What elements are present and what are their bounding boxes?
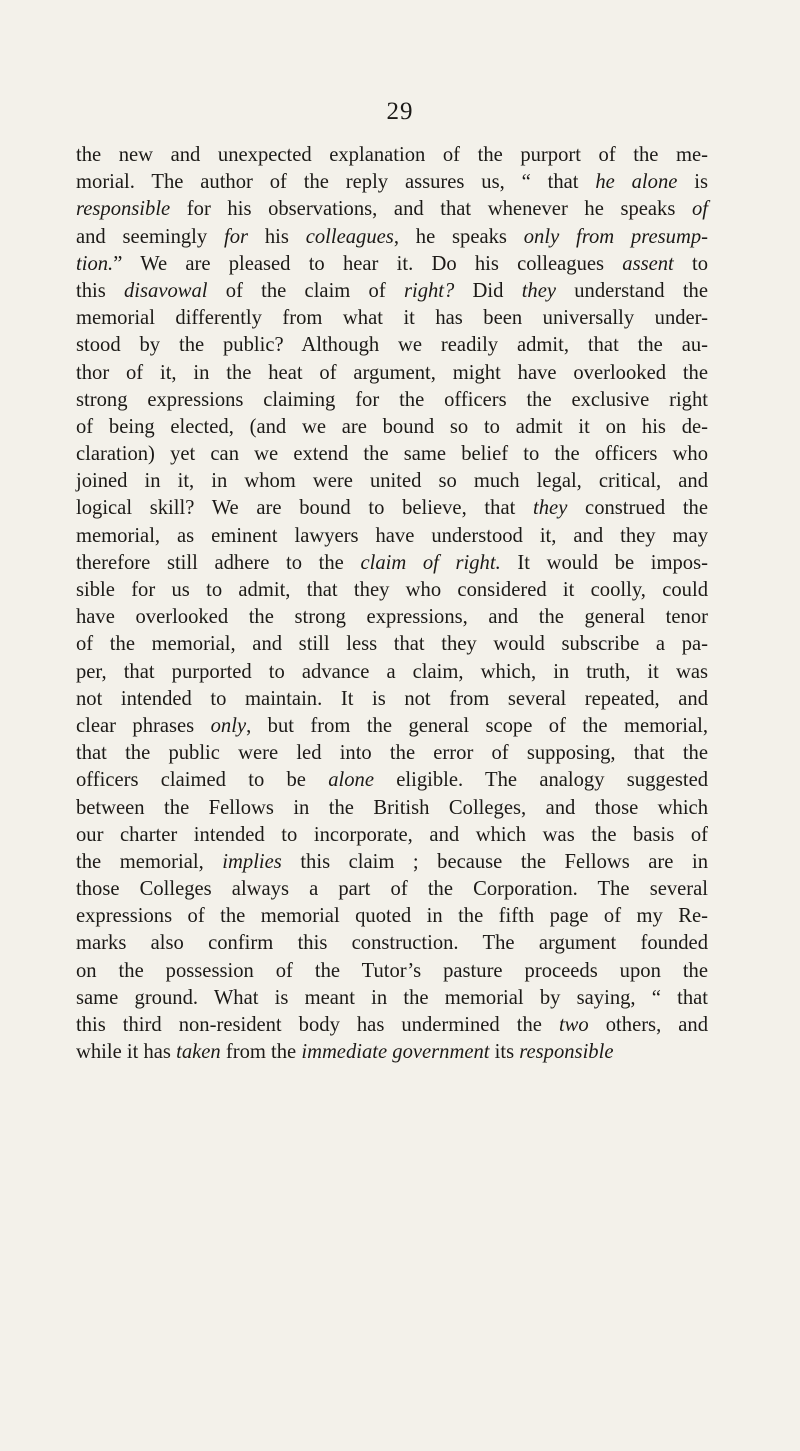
- text-run: its: [489, 1041, 520, 1064]
- text-run: sible for us to admit, that they who considered it coolly, could: [76, 579, 708, 601]
- text-run: to: [673, 252, 709, 275]
- text-run: thor of it, in the heat of argument, might have overlooked the: [76, 361, 708, 384]
- text-line: [76, 604, 708, 631]
- page-number: 29: [386, 98, 414, 125]
- text-line: [76, 495, 708, 522]
- italic-text-run: only: [210, 714, 247, 737]
- text-run: joined in it, in whom were united so much legal, critical, and: [76, 470, 708, 493]
- text-run: on the possession of the Tutor’s pasture proceeds upon the: [76, 959, 708, 982]
- text-line: [76, 659, 708, 686]
- text-run: logical skill? We are bound to believe, that: [76, 497, 534, 520]
- italic-text-run: taken: [176, 1041, 221, 1064]
- text-run: from the: [220, 1041, 302, 1064]
- text-line: [76, 985, 708, 1012]
- italic-text-run: two: [558, 1014, 589, 1036]
- text-line: [76, 278, 708, 305]
- text-line: [76, 550, 708, 577]
- text-run: those Colleges always a part of the Corporation. The several: [76, 878, 708, 901]
- text-run: understand the: [556, 279, 708, 302]
- text-run: same ground. What is meant in the memorial by saying, “ that: [76, 986, 708, 1009]
- italic-text-run: immediate government: [301, 1041, 490, 1064]
- text-run: not intended to maintain. It is not from several repeated, and: [76, 687, 708, 710]
- text-run: claration) yet can we extend the same belief to the officers who: [76, 443, 708, 466]
- text-run: eligible. The analogy suggested: [373, 769, 709, 792]
- text-run: have overlooked the strong expressions, and the general tenor: [76, 606, 708, 629]
- text-run: the new and unexpected explanation of the purport of the me-: [76, 144, 708, 166]
- text-line: [76, 713, 708, 740]
- text-line: [76, 251, 708, 278]
- text-run: this claim ; because the Fellows are in: [281, 850, 708, 873]
- text-run: strong expressions claiming for the officers the exclusive right: [76, 388, 708, 411]
- text-line: [76, 849, 708, 876]
- text-line: [76, 142, 708, 169]
- text-run: therefore still adhere to the: [76, 551, 361, 574]
- text-run: of the memorial, and still less that they would subscribe a pa-: [76, 633, 708, 656]
- italic-text-run: only from presump-: [523, 225, 708, 248]
- text-run: while it has: [76, 1041, 177, 1064]
- italic-text-run: tion.: [76, 252, 114, 275]
- italic-text-run: responsible: [519, 1041, 614, 1064]
- text-run: memorial differently from what it has been universally under-: [76, 307, 708, 330]
- text-run: , he speaks: [393, 225, 524, 248]
- text-run: for his observations, and that whenever he speaks: [170, 198, 692, 221]
- text-line: [76, 876, 708, 903]
- italic-text-run: claim of right.: [360, 551, 501, 574]
- italic-text-run: alone: [328, 769, 374, 792]
- text-line: [76, 631, 708, 658]
- text-run: clear phrases: [76, 714, 211, 737]
- text-line: [76, 224, 708, 251]
- text-line: [76, 414, 708, 441]
- text-line: [76, 930, 708, 957]
- text-run: marks also confirm this construction. The argument founded: [76, 932, 708, 955]
- text-run: Did: [454, 279, 522, 302]
- text-run: our charter intended to incorporate, and which was the basis of: [76, 823, 708, 846]
- text-line: [76, 767, 708, 794]
- italic-text-run: disavowal: [124, 279, 208, 302]
- text-line: [76, 305, 708, 332]
- text-run: It would be impos-: [500, 551, 708, 574]
- italic-text-run: he alone: [595, 171, 678, 194]
- text-line: [76, 903, 708, 930]
- italic-text-run: for: [224, 225, 249, 248]
- text-run: stood by the public? Although we readily admit, that the au-: [76, 334, 708, 357]
- text-line: [76, 169, 708, 196]
- text-line: [76, 387, 708, 414]
- text-run: memorial, as eminent lawyers have understood it, and they may: [76, 524, 708, 547]
- text-line: [76, 332, 708, 359]
- italic-text-run: assent: [622, 252, 674, 275]
- text-run: his: [248, 225, 306, 248]
- text-run: construed the: [567, 497, 708, 520]
- text-run: of being elected, (and we are bound so to admit it on his de-: [76, 415, 708, 438]
- text-run: , but from the general scope of the memorial,: [246, 714, 709, 737]
- text-run: expressions of the memorial quoted in the fifth page of my Re-: [76, 905, 708, 928]
- text-line: [76, 441, 708, 468]
- text-run: the memorial,: [76, 850, 223, 873]
- text-run: ” We are pleased to hear it. Do his colleagues: [113, 252, 623, 275]
- text-line: [76, 1012, 708, 1039]
- text-line: [76, 958, 708, 985]
- text-line: [76, 577, 708, 604]
- text-run: per, that purported to advance a claim, which, in truth, it was: [76, 660, 708, 683]
- text-line: [76, 360, 708, 387]
- text-run: morial. The author of the reply assures us, “ that: [76, 171, 596, 194]
- text-run: others, and: [588, 1014, 708, 1036]
- text-line: [76, 686, 708, 713]
- text-run: and seemingly: [76, 225, 225, 248]
- italic-text-run: responsible: [76, 198, 171, 221]
- italic-text-run: of: [691, 198, 708, 221]
- italic-text-run: right?: [403, 279, 455, 302]
- italic-text-run: they: [521, 279, 556, 302]
- text-line: [76, 468, 708, 495]
- text-line: [76, 822, 708, 849]
- text-line: [76, 523, 708, 550]
- text-run: of the claim of: [207, 279, 404, 302]
- text-run: this third non-resident body has undermined the: [76, 1014, 559, 1036]
- italic-text-run: they: [533, 497, 568, 520]
- body-text: [76, 142, 708, 1066]
- text-run: between the Fellows in the British Colleges, and those which: [76, 796, 708, 819]
- text-run: officers claimed to be: [76, 769, 329, 792]
- text-line: [76, 196, 708, 223]
- text-run: is: [677, 171, 709, 194]
- text-line: [76, 1039, 708, 1066]
- italic-text-run: implies: [222, 850, 282, 873]
- text-run: that the public were led into the error of supposing, that the: [76, 742, 708, 765]
- italic-text-run: colleagues: [305, 225, 394, 248]
- text-line: [76, 795, 708, 822]
- text-run: this: [76, 279, 124, 302]
- text-line: [76, 740, 708, 767]
